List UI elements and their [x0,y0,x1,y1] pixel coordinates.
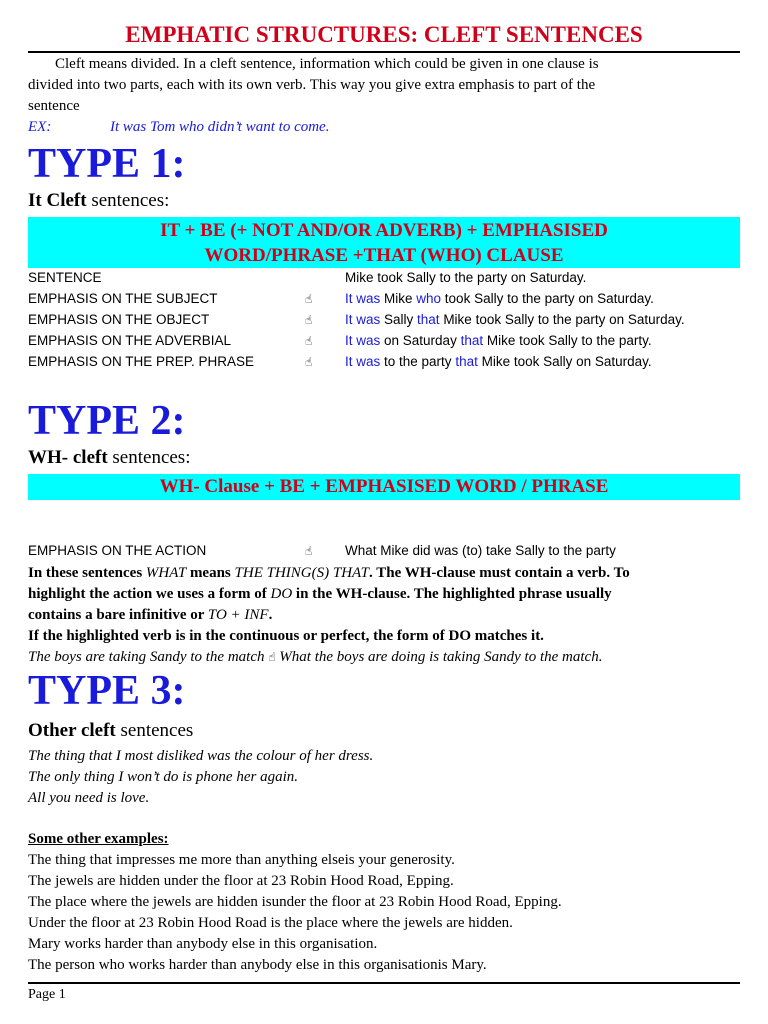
sentence-part-post: took Sally to the party on Saturday. [441,291,654,306]
other-example-2: The jewels are hidden under the floor at 23 Robin Hood Road, Epping. [28,873,454,889]
type2-heading: TYPE 2: [28,398,186,444]
type3-heading: TYPE 3: [28,668,186,714]
pointing-hand-icon: ☝ [305,334,313,348]
sentence-part-post: Mike took Sally to the party. [483,333,652,348]
type2-paragraph-1 [28,563,630,584]
other-example-1: The thing that impresses me more than anything elseis your generosity. [28,852,455,868]
other-example-3: The place where the jewels are hidden isunder the floor at 23 Robin Hood Road, Epping. [28,894,562,910]
type2-formula-box [28,474,740,500]
p1-b: WHAT [145,565,187,581]
type2-example-b: What the boys are doing is taking Sandy to the match. [275,649,603,665]
type2-paragraph-4: If the highlighted verb is in the continuous or perfect, the form of DO matches it. [28,628,544,644]
row-sentence [345,333,652,348]
sentence-part-mid: that [417,312,440,327]
pointing-hand-icon: ☝ [305,544,313,558]
type3-sub-rest: sentences [115,720,194,741]
type2-paragraph-2 [28,584,612,605]
pointing-hand-icon: ☝ [305,313,313,327]
intro-line-3: sentence [28,98,80,114]
type2-sub-rest: sentences: [107,447,191,468]
type1-subheading [28,190,169,212]
page-number: Page 1 [28,987,66,1002]
row-label: EMPHASIS ON THE PREP. PHRASE [28,354,255,369]
sentence-part-a: Sally [380,312,418,327]
type2-row-label: EMPHASIS ON THE ACTION [28,543,207,558]
row-sentence [345,312,685,327]
row-label: EMPHASIS ON THE ADVERBIAL [28,333,232,348]
sentence-part-post: Mike took Sally on Saturday. [477,354,652,369]
other-examples-heading: Some other examples: [28,831,169,847]
type1-formula-box [28,217,740,268]
pointing-hand-icon: ☝ [305,292,313,306]
type2-formula: WH- Clause + BE + EMPHASISED WORD / PHRASE [159,476,609,497]
sentence-part-mid: that [460,333,484,348]
p3-c: . [268,607,273,623]
intro-line-2: divided into two parts, each with its own verb. This way you give extra emphasis to part of the [28,77,596,93]
other-example-6: The person who works harder than anybody else in this organisationis Mary. [28,957,487,973]
row-label: EMPHASIS ON THE OBJECT [28,312,210,327]
p2-b: DO [270,586,293,602]
type3-subheading [28,720,193,742]
sentence-part-mid: who [416,291,442,306]
sentence-part-mid: that [455,354,478,369]
sentence-part-post: Mike took Sally to the party on Saturday. [439,312,685,327]
type2-subheading [28,447,190,469]
p1-d: THE THING(S) THAT [234,565,369,581]
type2-row-text: What Mike did was (to) take Sally to the party [345,543,616,558]
type2-sub-bold: WH- cleft [28,447,108,468]
title-rule [28,51,740,53]
p1-a: In these sentences [28,565,146,581]
p3-b: TO + INF [207,607,269,623]
row-sentence [345,270,586,285]
intro-example-text: It was Tom who didn’t want to come. [110,119,330,135]
type3-example-3: All you need is love. [28,790,150,806]
sentence-part-pre: It was [345,333,381,348]
type1-sub-rest: sentences: [86,190,170,211]
sentence-part-a: to the party [380,354,456,369]
sentence-part-a: on Saturday [380,333,461,348]
p1-c: means [186,565,235,581]
other-example-5: Mary works harder than anybody else in this organisation. [28,936,378,952]
other-example-4: Under the floor at 23 Robin Hood Road is the place where the jewels are hidden. [28,915,513,931]
row-sentence [345,291,654,306]
row-sentence [345,354,652,369]
type1-formula-line-1: IT + BE (+ NOT AND/OR ADVERB) + EMPHASISED [160,220,608,241]
sentence-part-post: Mike took Sally to the party on Saturday. [345,270,587,285]
page-title: EMPHATIC STRUCTURES: CLEFT SENTENCES [125,22,643,47]
type2-paragraph-3 [28,605,272,626]
p1-e: . The WH-clause must contain a verb. To [369,565,630,581]
sentence-part-pre: It was [345,354,381,369]
type3-sub-bold: Other cleft [28,720,116,741]
type1-sub-bold: It Cleft [28,190,87,211]
type2-example [28,647,602,668]
type3-example-2: The only thing I won’t do is phone her again. [28,769,298,785]
pointing-hand-icon: ☝ [268,650,276,664]
sentence-part-a: Mike [380,291,417,306]
type2-example-a: The boys are taking Sandy to the match [28,649,269,665]
p3-a: contains a bare infinitive or [28,607,208,623]
p2-c: in the WH-clause. The highlighted phrase usually [292,586,612,602]
sentence-part-pre: It was [345,312,381,327]
pointing-hand-icon: ☝ [305,355,313,369]
footer-rule [28,982,740,984]
type1-heading: TYPE 1: [28,141,186,187]
intro-example-label: EX: [28,119,52,135]
sentence-part-pre: It was [345,291,381,306]
type1-formula-line-2: WORD/PHRASE +THAT (WHO) CLAUSE [204,245,564,266]
type3-example-1: The thing that I most disliked was the colour of her dress. [28,748,374,764]
row-label: SENTENCE [28,270,102,285]
p2-a: highlight the action we uses a form of [28,586,271,602]
intro-line-1: Cleft means divided. In a cleft sentence, information which could be given in one clause is [55,56,599,72]
row-label: EMPHASIS ON THE SUBJECT [28,291,218,306]
